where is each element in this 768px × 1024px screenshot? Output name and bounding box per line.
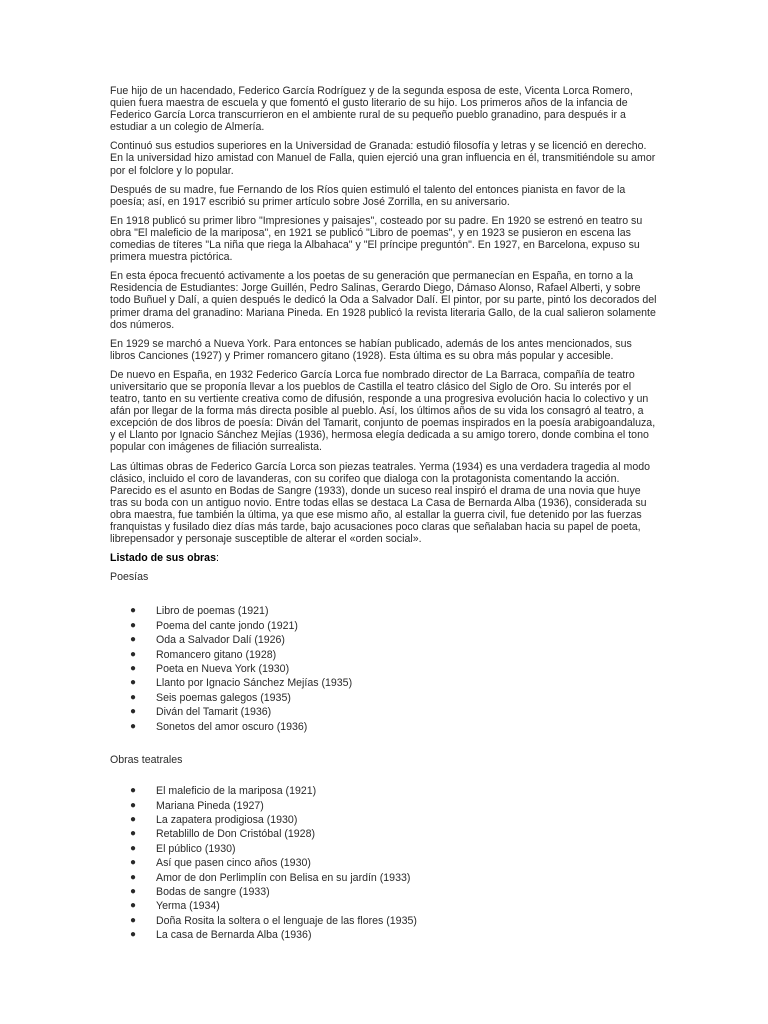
list-item-text: Mariana Pineda (1927) [156, 799, 264, 812]
list-item-text: Seis poemas galegos (1935) [156, 691, 291, 704]
list-item [110, 914, 658, 928]
list-item-text: Llanto por Ignacio Sánchez Mejías (1935) [156, 677, 353, 690]
bullet-icon: ● [130, 842, 137, 854]
list-item [110, 784, 658, 798]
teatro-list [110, 784, 658, 942]
paragraph-last-works: Las últimas obras de Federico García Lorca son piezas teatrales. Yerma (1934) es una verdadera tragedia al modo clásico, incluido el coro de lavanderas, con su corifeo que dialoga con la protagonista comentando la acción. Parecido es el asunto en Bodas de Sangre (1933), donde un suceso real inspiró el drama de una novia que huye tras su boda con un antiguo novio. Entre todas ellas se destaca La Casa de Bernarda Alba (1936), considerada su obra maestra, fue también la última, ya que ese mismo año, al estallar la guerra civil, fue detenido por las fuerzas franquistas y fusilado diez días más tarde, bajo acusaciones poco claras que señalaban hacia su papel de poeta, librepensador y personaje susceptible de alterar el «orden social». [110, 460, 650, 546]
paragraph-generation: En esta época frecuentó activamente a los poetas de su generación que permanecían en España, en torno a la Residencia de Estudiantes: Jorge Guillén, Pedro Salinas, Gerardo Diego, Dámaso Alonso, Rafael Alberti, y sobre todo Buñuel y Dalí, a quien después le dedicó la Oda a Salvador Dalí. El pintor, por su parte, pintó los decorados del primer drama del granadino: Mariana Pineda. En 1928 publicó la revista literaria Gallo, de la cual salieron solamente dos números. [110, 270, 657, 331]
works-heading-colon: : [215, 552, 219, 565]
poesias-list [110, 604, 658, 734]
list-item-text: Libro de poemas (1921) [156, 605, 269, 618]
paragraph-first-book: En 1918 publicó su primer libro "Impresiones y paisajes", costeado por su padre. En 1920 se estrenó en teatro su obra "El maleficio de la mariposa", en 1921 se publicó "Libro de poemas", y en 1923 se pusieron en escena las comedias de títeres "La niña que riega la Albahaca" y "El príncipe preguntón". En 1927, en Barcelona, expuso su primera muestra pictórica. [110, 214, 643, 264]
bullet-icon: ● [130, 885, 137, 897]
works-heading [110, 552, 658, 564]
list-item-text: La zapatera prodigiosa (1930) [156, 813, 298, 826]
bullet-icon: ● [130, 799, 137, 811]
bullet-icon: ● [130, 619, 137, 631]
bullet-icon: ● [130, 691, 137, 703]
document-body [110, 85, 658, 943]
list-item [110, 604, 658, 618]
bullet-icon: ● [130, 828, 137, 840]
bullet-icon: ● [130, 900, 137, 912]
list-item-text: Así que pasen cinco años (1930) [156, 857, 311, 870]
list-item-text: Romancero gitano (1928) [156, 648, 277, 661]
list-item [110, 691, 658, 705]
list-item [110, 885, 658, 899]
bullet-icon: ● [130, 914, 137, 926]
list-item-text: Diván del Tamarit (1936) [156, 706, 272, 719]
bullet-icon: ● [130, 857, 137, 869]
list-item [110, 633, 658, 647]
list-item [110, 662, 658, 676]
list-item [110, 720, 658, 734]
list-item [110, 871, 658, 885]
bullet-icon: ● [130, 677, 137, 689]
bullet-icon: ● [130, 871, 137, 883]
list-item [110, 648, 658, 662]
list-item-text: Poema del cante jondo (1921) [156, 619, 298, 632]
list-item-text: Oda a Salvador Dalí (1926) [156, 634, 285, 647]
paragraph-university: Continuó sus estudios superiores en la Universidad de Granada: estudió filosofía y letras y se licenció en derecho. En la universidad hizo amistad con Manuel de Falla, quien ejerció una gran influencia en él, transmitiéndole su amor por el folclore y lo popular. [110, 140, 656, 177]
teatro-subheading: Obras teatrales [110, 754, 183, 767]
poesias-subheading: Poesías [110, 571, 149, 584]
bullet-icon: ● [130, 663, 137, 674]
list-item [110, 899, 658, 913]
bullet-icon: ● [130, 634, 137, 646]
list-item [110, 928, 658, 942]
list-item-text: El público (1930) [156, 842, 236, 855]
works-heading-text: Listado de sus obras [110, 552, 216, 565]
list-item [110, 827, 658, 841]
paragraph-first-article: Después de su madre, fue Fernando de los Ríos quien estimuló el talento del entonces pianista en favor de la poesía; así, en 1917 escribió su primer artículo sobre José Zorrilla, en su aniversario. [110, 183, 626, 208]
list-item-text: Amor de don Perlimplín con Belisa en su jardín (1933) [156, 871, 411, 884]
list-item-text: Yerma (1934) [156, 900, 220, 913]
list-item [110, 676, 658, 690]
bullet-icon: ● [130, 813, 137, 825]
bullet-icon: ● [130, 706, 137, 718]
paragraph-new-york: En 1929 se marchó a Nueva York. Para entonces se habían publicado, además de los antes mencionados, sus libros Canciones (1927) y Primer romancero gitano (1928). Esta última es su obra más popular y accesible. [110, 337, 632, 362]
bullet-icon: ● [130, 605, 137, 617]
list-item-text: Retablillo de Don Cristóbal (1928) [156, 828, 315, 841]
bullet-icon: ● [130, 720, 137, 732]
list-item [110, 619, 658, 633]
list-item-text: Bodas de sangre (1933) [156, 885, 270, 898]
list-item-text: Poeta en Nueva York (1930) [156, 663, 290, 675]
list-item-text: La casa de Bernarda Alba (1936) [156, 929, 312, 942]
list-item-text: Doña Rosita la soltera o el lenguaje de las flores (1935) [156, 914, 417, 927]
bullet-icon: ● [130, 929, 137, 941]
bullet-icon: ● [130, 785, 137, 797]
list-item [110, 856, 658, 870]
bullet-icon: ● [130, 648, 137, 660]
list-item-text: El maleficio de la mariposa (1921) [156, 785, 317, 798]
list-item [110, 705, 658, 719]
list-item [110, 813, 658, 827]
paragraph-family: Fue hijo de un hacendado, Federico García Rodríguez y de la segunda esposa de este, Vicenta Lorca Romero, quien fuera maestra de escuela y que fomentó el gusto literario de su hijo. Los primeros años de la infancia de Federico García Lorca transcurrieron en el ambiente rural de su pequeño pueblo granadino, para después ir a estudiar a un colegio de Almería. [110, 85, 633, 134]
list-item-text: Sonetos del amor oscuro (1936) [156, 720, 308, 733]
paragraph-la-barraca: De nuevo en España, en 1932 Federico García Lorca fue nombrado director de La Barraca, compañía de teatro universitario que se proponía llevar a los pueblos de Castilla el teatro clásico del Siglo de Oro. Su interés por el teatro, tanto en su vertiente creativa como de difusión, responde a una progresiva evolución hacia lo colectivo y un afán por llegar de la forma más directa posible al pueblo. Así, los últimos años de su vida los consagró al teatro, a excepción de dos libros de poesía: Diván del Tamarit, conjunto de poemas inspirados en la poesía arabigoandaluza, y el Llanto por Ignacio Sánchez Mejías (1936), hermosa elegía dedicada a su amigo torero, donde combina el tono popular con imágenes de filiación surrealista. [110, 368, 656, 454]
list-item [110, 799, 658, 813]
list-item [110, 842, 658, 856]
